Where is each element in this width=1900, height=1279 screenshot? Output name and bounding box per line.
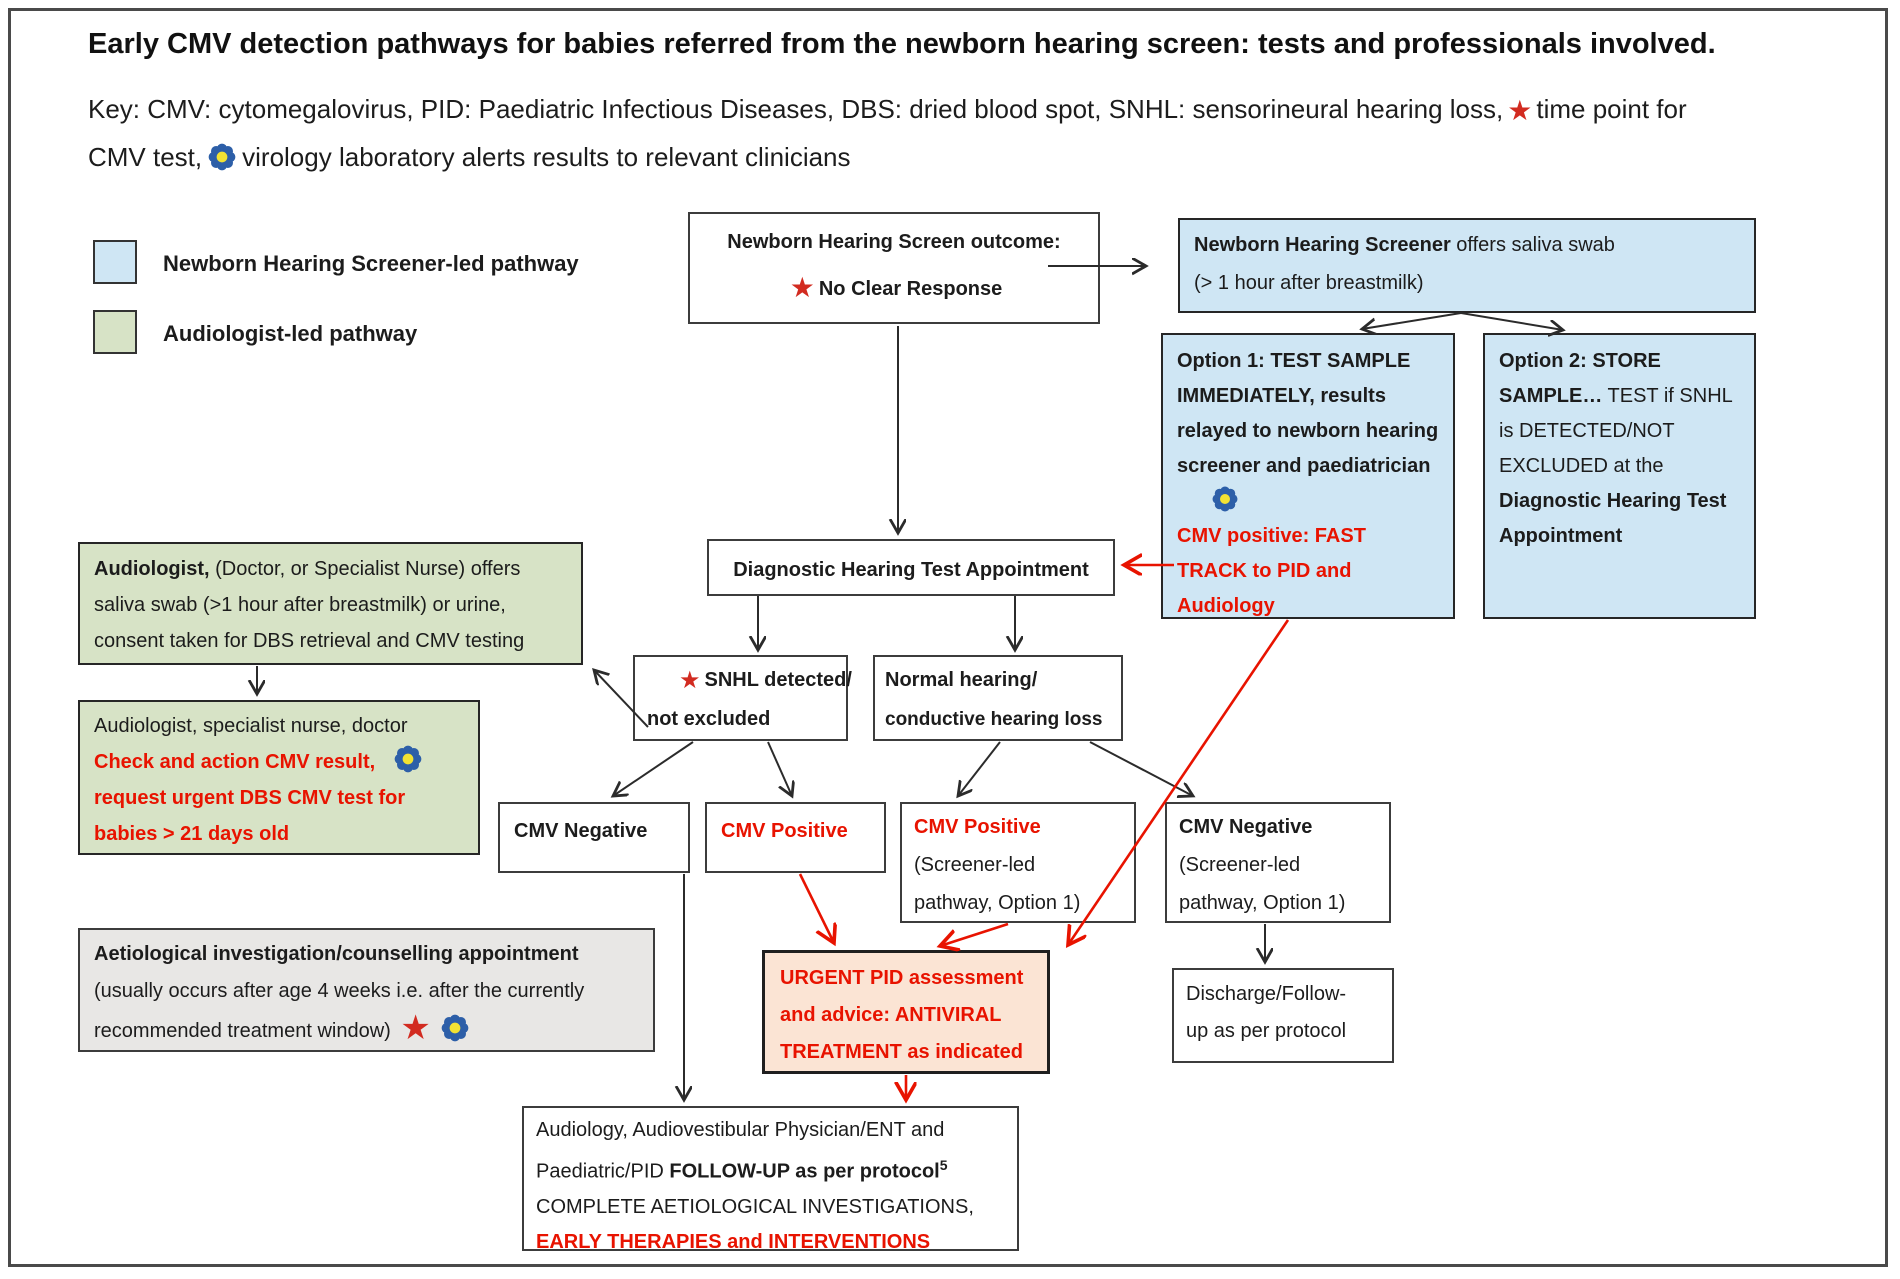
aetiology-rest: (usually occurs after age 4 weeks i.e. after the currently recommended treatment window) <box>94 980 585 1042</box>
virology-alert-flower-icon <box>207 142 237 172</box>
legend-swatch-screener <box>93 240 137 284</box>
box-normal-hearing <box>873 655 1123 741</box>
urgent-line3: TREATMENT as indicated <box>780 1041 1023 1063</box>
aud-offer-rest: (Doctor, or Specialist Nurse) offers saliva swab (>1 hour after breastmilk) or urine, consent taken for DBS retrieval and CMV testing <box>94 558 525 652</box>
aetiology-bold: Aetiological investigation/counselling appointment <box>94 943 579 965</box>
followup-line4: EARLY THERAPIES and INTERVENTIONS <box>536 1230 931 1253</box>
snhl-line2: not excluded <box>647 708 771 730</box>
cmv-pos1-label: CMV Positive <box>721 820 848 842</box>
normal-line1: Normal hearing/ <box>885 669 1038 691</box>
box-audiologist-offer <box>78 542 583 665</box>
box-screener-offer <box>1178 218 1756 313</box>
screener-offer-line2: (> 1 hour after breastmilk) <box>1194 272 1424 294</box>
aud-offer-bold: Audiologist, <box>94 558 210 580</box>
legend-label-audiologist: Audiologist-led pathway <box>163 321 418 346</box>
option2-mid: TEST if SNHL is DETECTED/NOT EXCLUDED at the <box>1499 385 1733 477</box>
urgent-line1: URGENT PID assessment <box>780 967 1024 989</box>
followup-line2-bold: FOLLOW-UP as per protocol <box>669 1160 940 1183</box>
box-cmv-positive-screener <box>900 802 1136 923</box>
key-text <box>88 86 1868 180</box>
cmv-neg1-label: CMV Negative <box>514 820 648 842</box>
virology-alert-flower-icon <box>440 1013 470 1043</box>
virology-alert-flower-icon <box>393 744 423 774</box>
discharge-line1: Discharge/Follow- <box>1186 983 1347 1005</box>
cmv-pos2-sub2: pathway, Option 1) <box>914 892 1081 914</box>
cmv-pos2-title: CMV Positive <box>914 816 1041 838</box>
box-urgent-pid <box>762 950 1050 1074</box>
box-snhl-detected <box>633 655 852 741</box>
key-flower-meaning: virology laboratory alerts results to relevant clinicians <box>242 142 851 172</box>
aud-check-red2: request urgent DBS CMV test for babies > 21 days old <box>94 787 406 845</box>
red-star-icon: ★ <box>789 272 815 303</box>
box-cmv-negative-audiologist <box>498 802 690 873</box>
legend-swatch-audiologist <box>93 310 137 354</box>
box-cmv-negative-screener <box>1165 802 1391 923</box>
option1-fast-track: CMV positive: FAST TRACK to PID and Audiology <box>1177 525 1366 617</box>
red-star-icon: ★ <box>679 667 701 694</box>
screener-offer-rest: offers saliva swab <box>1450 234 1615 256</box>
discharge-line2: up as per protocol <box>1186 1020 1347 1042</box>
normal-line2: conductive hearing loss <box>885 709 1103 730</box>
box-discharge <box>1172 968 1394 1063</box>
box-cmv-positive-audiologist <box>705 802 886 873</box>
box-audiologist-check <box>78 700 480 855</box>
red-star-icon: ★ <box>1507 95 1533 126</box>
box-aetiological-appointment <box>78 928 655 1052</box>
cmv-pos2-sub1: (Screener-led <box>914 854 1036 876</box>
diagnostic-label: Diagnostic Hearing Test Appointment <box>733 559 1089 581</box>
virology-alert-flower-icon <box>1211 485 1239 513</box>
box-followup <box>522 1106 1019 1251</box>
cmv-neg2-sub1: (Screener-led <box>1179 854 1301 876</box>
followup-line3: COMPLETE AETIOLOGICAL INVESTIGATIONS, <box>536 1195 974 1218</box>
option2-bold2: Diagnostic Hearing Test Appointment <box>1499 490 1727 547</box>
followup-line1: Audiology, Audiovestibular Physician/ENT and <box>536 1119 945 1141</box>
figure-title: Early CMV detection pathways for babies referred from the newborn hearing screen: tests and professionals involved. <box>88 28 1716 60</box>
nhs-outcome-line2: No Clear Response <box>818 278 1003 300</box>
cmv-neg2-title: CMV Negative <box>1179 816 1313 838</box>
box-option2 <box>1483 333 1756 619</box>
key-abbreviations: Key: CMV: cytomegalovirus, PID: Paediatric Infectious Diseases, DBS: dried blood spot, SNHL: sensorineural hearing loss, <box>88 94 1504 124</box>
followup-footnote: 5 <box>939 1157 948 1173</box>
cmv-neg2-sub2: pathway, Option 1) <box>1179 892 1346 914</box>
key-star-meaning-cont: CMV test, <box>88 142 203 172</box>
option2-bold1: Option 2: STORE SAMPLE… <box>1499 350 1661 407</box>
screener-offer-bold: Newborn Hearing Screener <box>1194 234 1451 256</box>
urgent-line2: and advice: ANTIVIRAL <box>780 1004 1002 1026</box>
followup-line2-pre: Paediatric/PID <box>536 1160 670 1183</box>
nhs-outcome-line1: Newborn Hearing Screen outcome: <box>727 231 1061 253</box>
box-nhs-outcome <box>688 212 1100 324</box>
legend-label-screener: Newborn Hearing Screener-led pathway <box>163 251 579 276</box>
option1-text: Option 1: TEST SAMPLE IMMEDIATELY, results relayed to newborn hearing screener and paediatrician <box>1177 350 1439 477</box>
snhl-line1: SNHL detected/ <box>704 669 852 691</box>
key-star-meaning: time point for <box>1536 94 1687 124</box>
aud-check-line1: Audiologist, specialist nurse, doctor <box>94 715 408 737</box>
red-star-icon: ★ <box>400 1009 431 1047</box>
box-diagnostic-appointment <box>707 539 1115 596</box>
box-option1 <box>1161 333 1455 619</box>
aud-check-red1: Check and action CMV result, <box>94 751 376 773</box>
